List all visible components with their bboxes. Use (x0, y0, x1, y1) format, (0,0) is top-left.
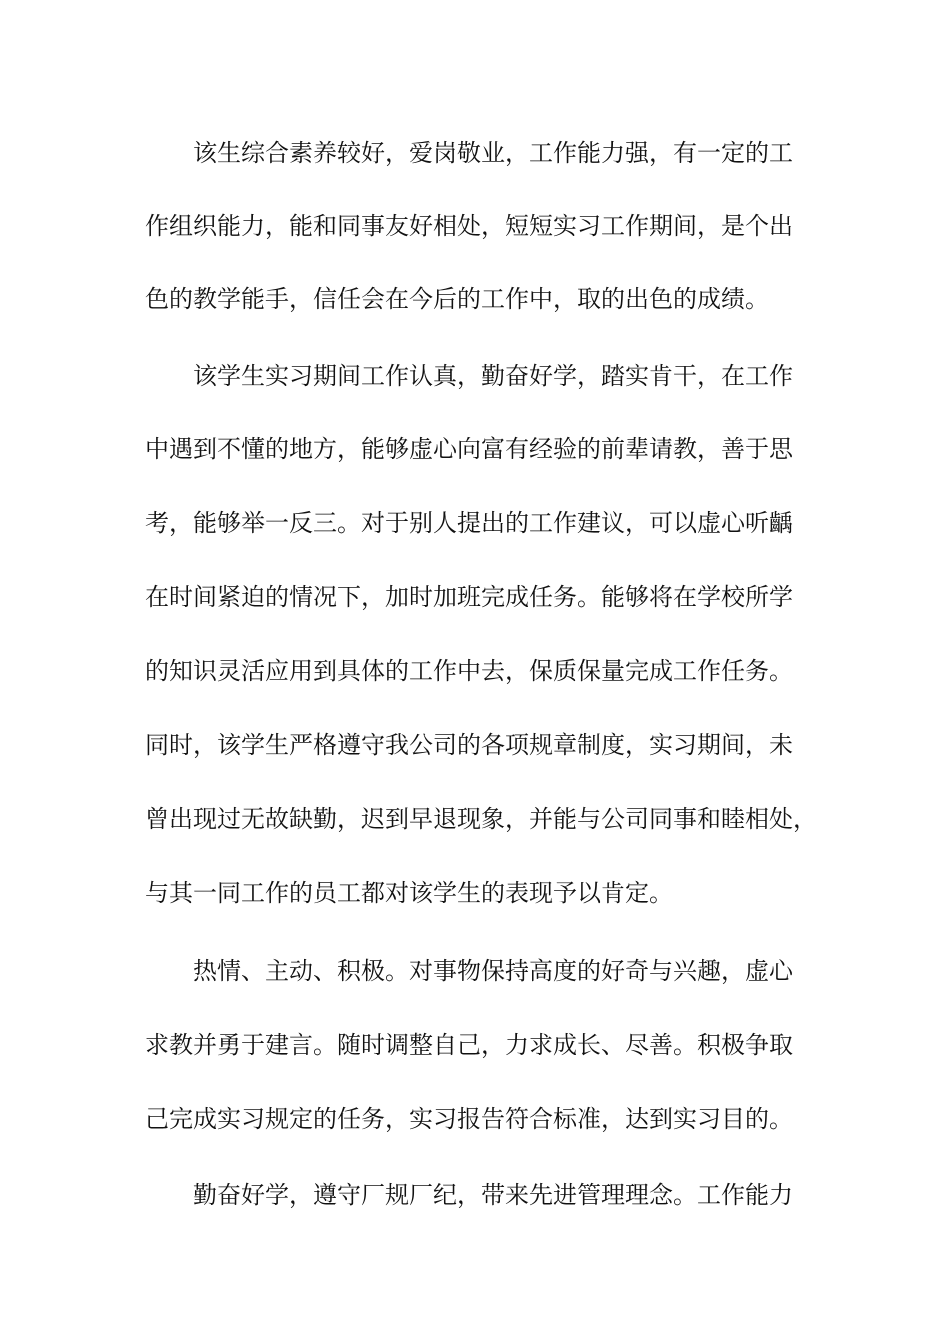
text-line: 该生综合素养较好，爱岗敬业，工作能力强，有一定的工 (145, 139, 793, 167)
text-line: 的知识灵活应用到具体的工作中去，保质保量完成工作任务。 (145, 657, 793, 685)
text-line: 考，能够举一反三。对于别人提出的工作建议，可以虚心听齲 (145, 509, 793, 537)
text-line: 中遇到不懂的地方，能够虚心向富有经验的前辈请教，善于思 (145, 435, 793, 463)
text-line: 热情、主动、积极。对事物保持高度的好奇与兴趣，虚心 (145, 957, 793, 985)
text-line: 在时间紧迫的情况下，加时加班完成任务。能够将在学校所学 (145, 583, 793, 611)
text-line: 求教并勇于建言。随时调整自己，力求成长、尽善。积极争取 (145, 1031, 793, 1059)
text-line: 己完成实习规定的任务，实习报告符合标准，达到实习目的。 (145, 1105, 793, 1133)
text-line: 作组织能力，能和同事友好相处，短短实习工作期间，是个出 (145, 212, 793, 240)
text-line: 勤奋好学，遵守厂规厂纪，带来先进管理理念。工作能力 (145, 1181, 793, 1209)
text-line: 同时，该学生严格遵守我公司的各项规章制度，实习期间，未 (145, 731, 793, 759)
text-line: 色的教学能手，信任会在今后的工作中，取的出色的成绩。 (145, 285, 769, 313)
text-line: 曾出现过无故缺勤，迟到早退现象，并能与公司同事和睦相处， (145, 805, 817, 833)
text-line: 该学生实习期间工作认真，勤奋好学，踏实肯干，在工作 (145, 362, 793, 390)
text-line: 与其一同工作的员工都对该学生的表现予以肯定。 (145, 879, 673, 907)
